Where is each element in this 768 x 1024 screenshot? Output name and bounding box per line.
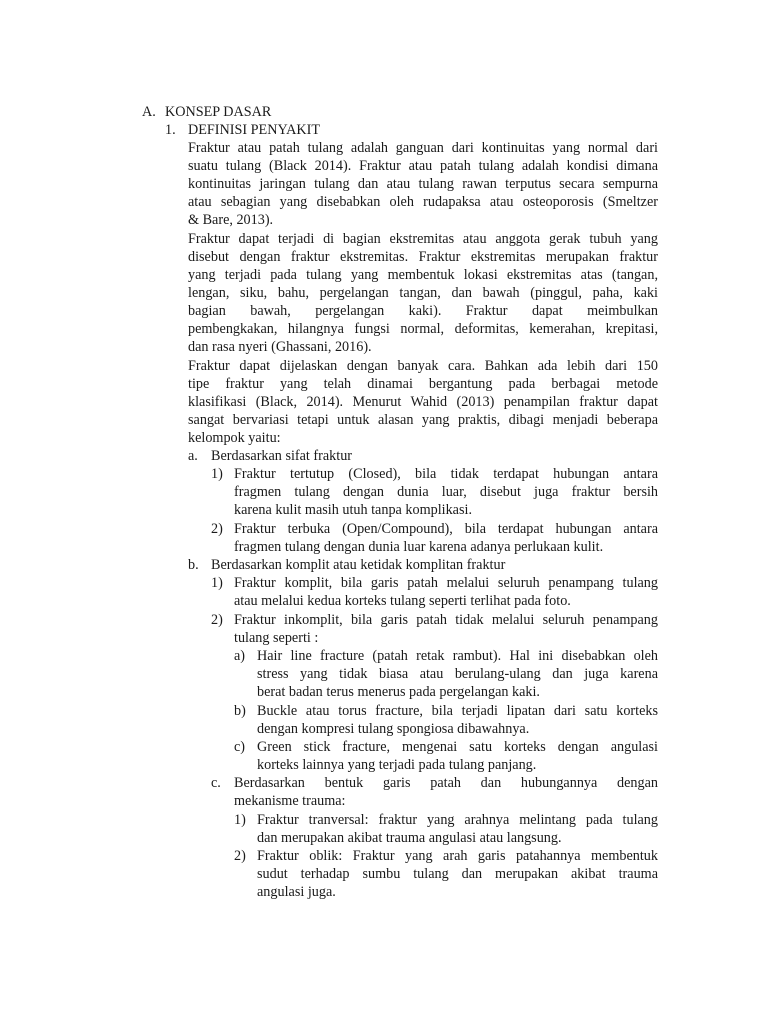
- list-marker: c.: [211, 775, 221, 791]
- sub-item-marker: b): [234, 703, 246, 719]
- heading-marker: A.: [142, 104, 156, 120]
- paragraph-line: suatu tulang (Black 2014). Fraktur atau patah tulang adalah kondisi dimana: [188, 158, 658, 174]
- paragraph-line: dan rasa nyeri (Ghassani, 2016).: [188, 339, 372, 355]
- list-marker: a.: [188, 448, 198, 464]
- paragraph-line: kontinuitas jaringan tulang dan atau tulang rawan terputus secara sempurna: [188, 176, 658, 192]
- paragraph-line: atau sebagian yang disebabkan oleh rudapaksa atau osteoporosis (Smeltzer: [188, 194, 658, 210]
- sub-item-marker: c): [234, 739, 246, 755]
- sub-item-line: berat badan terus menerus pada pergelangan kaki.: [257, 684, 540, 700]
- list-item-line: sudut terhadap sumbu tulang dan merupakan akibat trauma: [257, 866, 658, 882]
- sub-item-line: stress yang tidak biasa atau berulang-ulang dan juga karena: [257, 666, 658, 682]
- paragraph-line: kelompok yaitu:: [188, 430, 281, 446]
- list-item-line: Fraktur tranversal: fraktur yang arahnya melintang pada tulang: [257, 812, 658, 828]
- list-item-line: angulasi juga.: [257, 884, 336, 900]
- list-title-line: mekanisme trauma:: [234, 793, 346, 809]
- paragraph-line: Fraktur dapat dijelaskan dengan banyak cara. Bahkan ada lebih dari 150: [188, 358, 658, 374]
- list-item-line: Fraktur komplit, bila garis patah melalui seluruh penampang tulang: [234, 575, 658, 591]
- sub-item-line: korteks lainnya yang terjadi pada tulang panjang.: [257, 757, 537, 773]
- list-item-marker: 1): [211, 466, 223, 482]
- list-item-line: tulang seperti :: [234, 630, 319, 646]
- paragraph-line: bagian bawah, pergelangan kaki). Fraktur dapat meimbulkan: [188, 303, 658, 319]
- sub-item-line: Green stick fracture, mengenai satu korteks dengan angulasi: [257, 739, 658, 755]
- section-marker: 1.: [165, 122, 176, 138]
- paragraph-line: disebut dengan fraktur ekstremitas. Fraktur ekstremitas merupakan fraktur: [188, 249, 658, 265]
- list-item-marker: 2): [211, 521, 223, 537]
- section-title: DEFINISI PENYAKIT: [188, 122, 321, 138]
- paragraph-line: Fraktur dapat terjadi di bagian ekstremitas atau anggota gerak tubuh yang: [188, 231, 658, 247]
- list-item-line: karena kulit masih utuh tanpa komplikasi.: [234, 502, 472, 518]
- list-item-line: atau melalui kedua korteks tulang seperti terlihat pada foto.: [234, 593, 571, 609]
- paragraph-line: sangat bervariasi tetapi untuk alasan yang praktis, dibagi menjadi beberapa: [188, 412, 658, 428]
- list-item-marker: 1): [211, 575, 223, 591]
- paragraph-line: pembengkakan, hilangnya fungsi normal, deformitas, kemerahan, krepitasi,: [188, 321, 658, 337]
- sub-item-marker: a): [234, 648, 246, 664]
- list-item-marker: 2): [211, 612, 223, 628]
- list-title: Berdasarkan komplit atau ketidak komplitan fraktur: [211, 557, 506, 573]
- list-item-line: fragmen tulang dengan dunia luar karena adanya perlukaan kulit.: [234, 539, 604, 555]
- paragraph-line: lengan, siku, bahu, pergelangan tangan, dan bawah (pinggul, paha, kaki: [188, 285, 658, 301]
- paragraph-line: Fraktur atau patah tulang adalah ganguan dari kontinuitas yang normal dari: [188, 140, 658, 156]
- list-item-marker: 1): [234, 812, 246, 828]
- list-title: Berdasarkan sifat fraktur: [211, 448, 353, 464]
- sub-item-line: Hair line fracture (patah retak rambut). Hal ini disebabkan oleh: [257, 648, 658, 664]
- sub-item-line: Buckle atau torus fracture, bila terjadi lipatan dari satu korteks: [257, 703, 658, 719]
- list-marker: b.: [188, 557, 199, 573]
- list-item-line: Fraktur oblik: Fraktur yang arah garis patahannya membentuk: [257, 848, 658, 864]
- list-item-line: fragmen tulang dengan dunia luar, disebut juga fraktur bersih: [234, 484, 658, 500]
- heading-title: KONSEP DASAR: [165, 104, 272, 120]
- paragraph-line: & Bare, 2013).: [188, 212, 274, 228]
- list-item-line: Fraktur tertutup (Closed), bila tidak terdapat hubungan antara: [234, 466, 658, 482]
- list-title-line: Berdasarkan bentuk garis patah dan hubungannya dengan: [234, 775, 658, 791]
- sub-item-line: dengan kompresi tulang spongiosa dibawahnya.: [257, 721, 530, 737]
- paragraph-line: yang terjadi pada tulang yang membentuk lokasi ekstremitas atas (tangan,: [188, 267, 658, 283]
- paragraph-line: tipe fraktur yang telah dinamai bergantung pada berbagai metode: [188, 376, 658, 392]
- list-item-marker: 2): [234, 848, 246, 864]
- list-item-line: Fraktur inkomplit, bila garis patah tidak melalui seluruh penampang: [234, 612, 658, 628]
- list-item-line: Fraktur terbuka (Open/Compound), bila terdapat hubungan antara: [234, 521, 658, 537]
- list-item-line: dan merupakan akibat trauma angulasi atau langsung.: [257, 830, 562, 846]
- paragraph-line: klasifikasi (Black, 2014). Menurut Wahid (2013) penampilan fraktur dapat: [188, 394, 658, 410]
